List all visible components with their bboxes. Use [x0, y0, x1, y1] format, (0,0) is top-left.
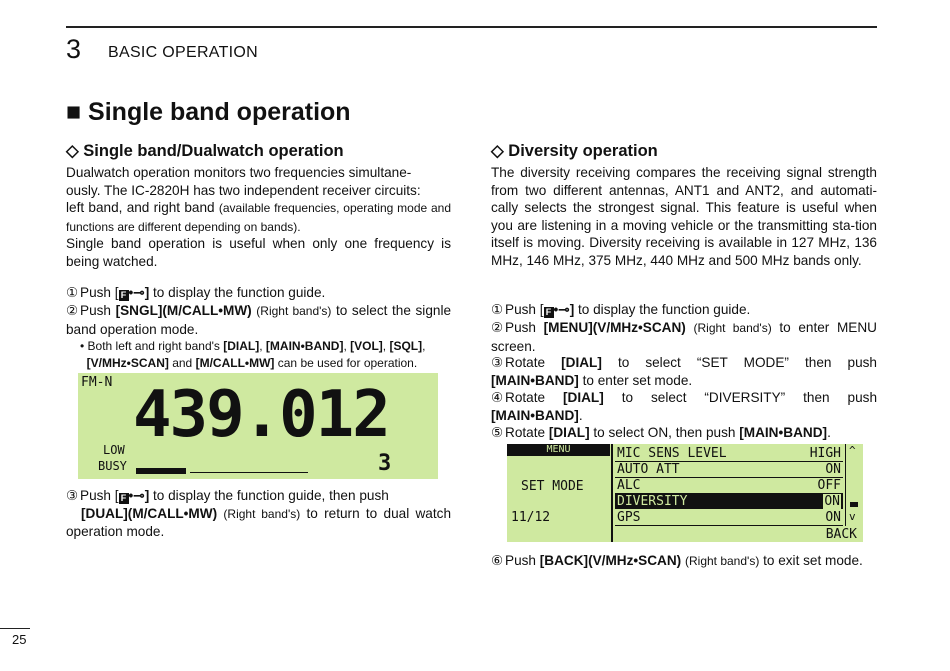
- menu-back: BACK: [825, 527, 857, 542]
- lcd-busy: BUSY: [98, 459, 127, 473]
- lcd-low: LOW: [103, 443, 125, 457]
- menu-divider: [611, 444, 613, 542]
- header-rule: [66, 26, 877, 28]
- left-step-1: ① Push [ F •⊸] to display the function guide.: [66, 285, 326, 300]
- menu-row: GPS ON: [617, 510, 841, 525]
- page-number: 25: [12, 632, 27, 647]
- lcd-channel: 3: [378, 451, 392, 476]
- page-number-rule: [0, 628, 30, 629]
- scroll-down-icon: v: [849, 510, 856, 523]
- left-bullet-note: • Both left and right band's [DIAL], [MAIN•BAND], [VOL], [SQL], [V/MHz•SCAN] and [M/CALL•MW] can be used for operation.: [80, 339, 426, 370]
- menu-row: MIC SENS LEVEL HIGH: [617, 446, 841, 461]
- right-subtitle: ◇ Diversity operation: [491, 142, 658, 160]
- chapter-title: BASIC OPERATION: [108, 44, 259, 61]
- right-intro: The diversity receiving compares the receiving signal strength from two different antennas, ANT1 and ANT2, and automati-cally selects the strongest signal. This feature is useful when you are listening in a moving vehicle or the transmitting sta-tion itself is moving. Diversity receiving is available in 127 MHz, 136 MHz, 146 MHz, 375 MHz, 440 MHz and 500 MHz bands only.: [491, 165, 877, 268]
- menu-row: ALC OFF: [617, 478, 841, 493]
- right-step-6: ⑥ Push [BACK](V/MHz•SCAN) (Right band's) to exit set mode.: [491, 553, 863, 568]
- function-key-icon: F: [119, 493, 129, 504]
- right-step-4: ④ Rotate [DIAL] to select “DIVERSITY” then push [MAIN•BAND].: [491, 390, 877, 423]
- menu-screen: [507, 444, 863, 542]
- menu-row: AUTO ATT ON: [617, 462, 841, 477]
- right-step-2: ② Push [MENU](V/MHz•SCAN) (Right band's) to enter MENU screen.: [491, 320, 877, 354]
- menu-tab: MENU: [507, 444, 610, 456]
- left-step-3: ③ Push [ F •⊸] to display the function guide, then push [DUAL](M/CALL•MW) (Right band's) to return to dual watch operation mode.: [66, 488, 452, 540]
- lcd-display: [78, 373, 438, 479]
- s-meter-bar: [136, 468, 186, 474]
- menu-left-label: SET MODE: [521, 479, 584, 494]
- left-step-2: ② Push [SNGL](M/CALL•MW) (Right band's) to select the signle band operation mode.: [66, 303, 452, 337]
- function-key-icon: F: [119, 290, 129, 301]
- right-step-3: ③ Rotate [DIAL] to select “SET MODE” then push [MAIN•BAND] to enter set mode.: [491, 355, 877, 388]
- left-intro: Dualwatch operation monitors two frequencies simultane- ously. The IC-2820H has two independent receiver circuits: left band, and right band (available frequencies, operating mode and functions are different depending on bands).: [66, 165, 452, 234]
- lcd-mode: FM-N: [81, 375, 113, 390]
- s-meter-scale: [190, 472, 308, 473]
- right-step-1: ① Push [ F •⊸] to display the function guide.: [491, 302, 751, 317]
- scroll-thumb: [850, 502, 858, 507]
- left-intro-2: Single band operation is useful when only one frequency is being watched.: [66, 236, 451, 269]
- menu-page: 11/12: [511, 510, 551, 525]
- chapter-number: 3: [66, 34, 82, 64]
- section-title: ■ Single band operation: [66, 98, 351, 126]
- menu-row-selected: DIVERSITY ON: [615, 494, 843, 509]
- scroll-up-icon: ^: [849, 444, 856, 457]
- function-key-icon: F: [544, 307, 554, 318]
- lcd-frequency: 439.012: [133, 378, 389, 452]
- left-subtitle: ◇ Single band/Dualwatch operation: [66, 142, 344, 160]
- right-step-5: ⑤ Rotate [DIAL] to select ON, then push [MAIN•BAND].: [491, 425, 831, 440]
